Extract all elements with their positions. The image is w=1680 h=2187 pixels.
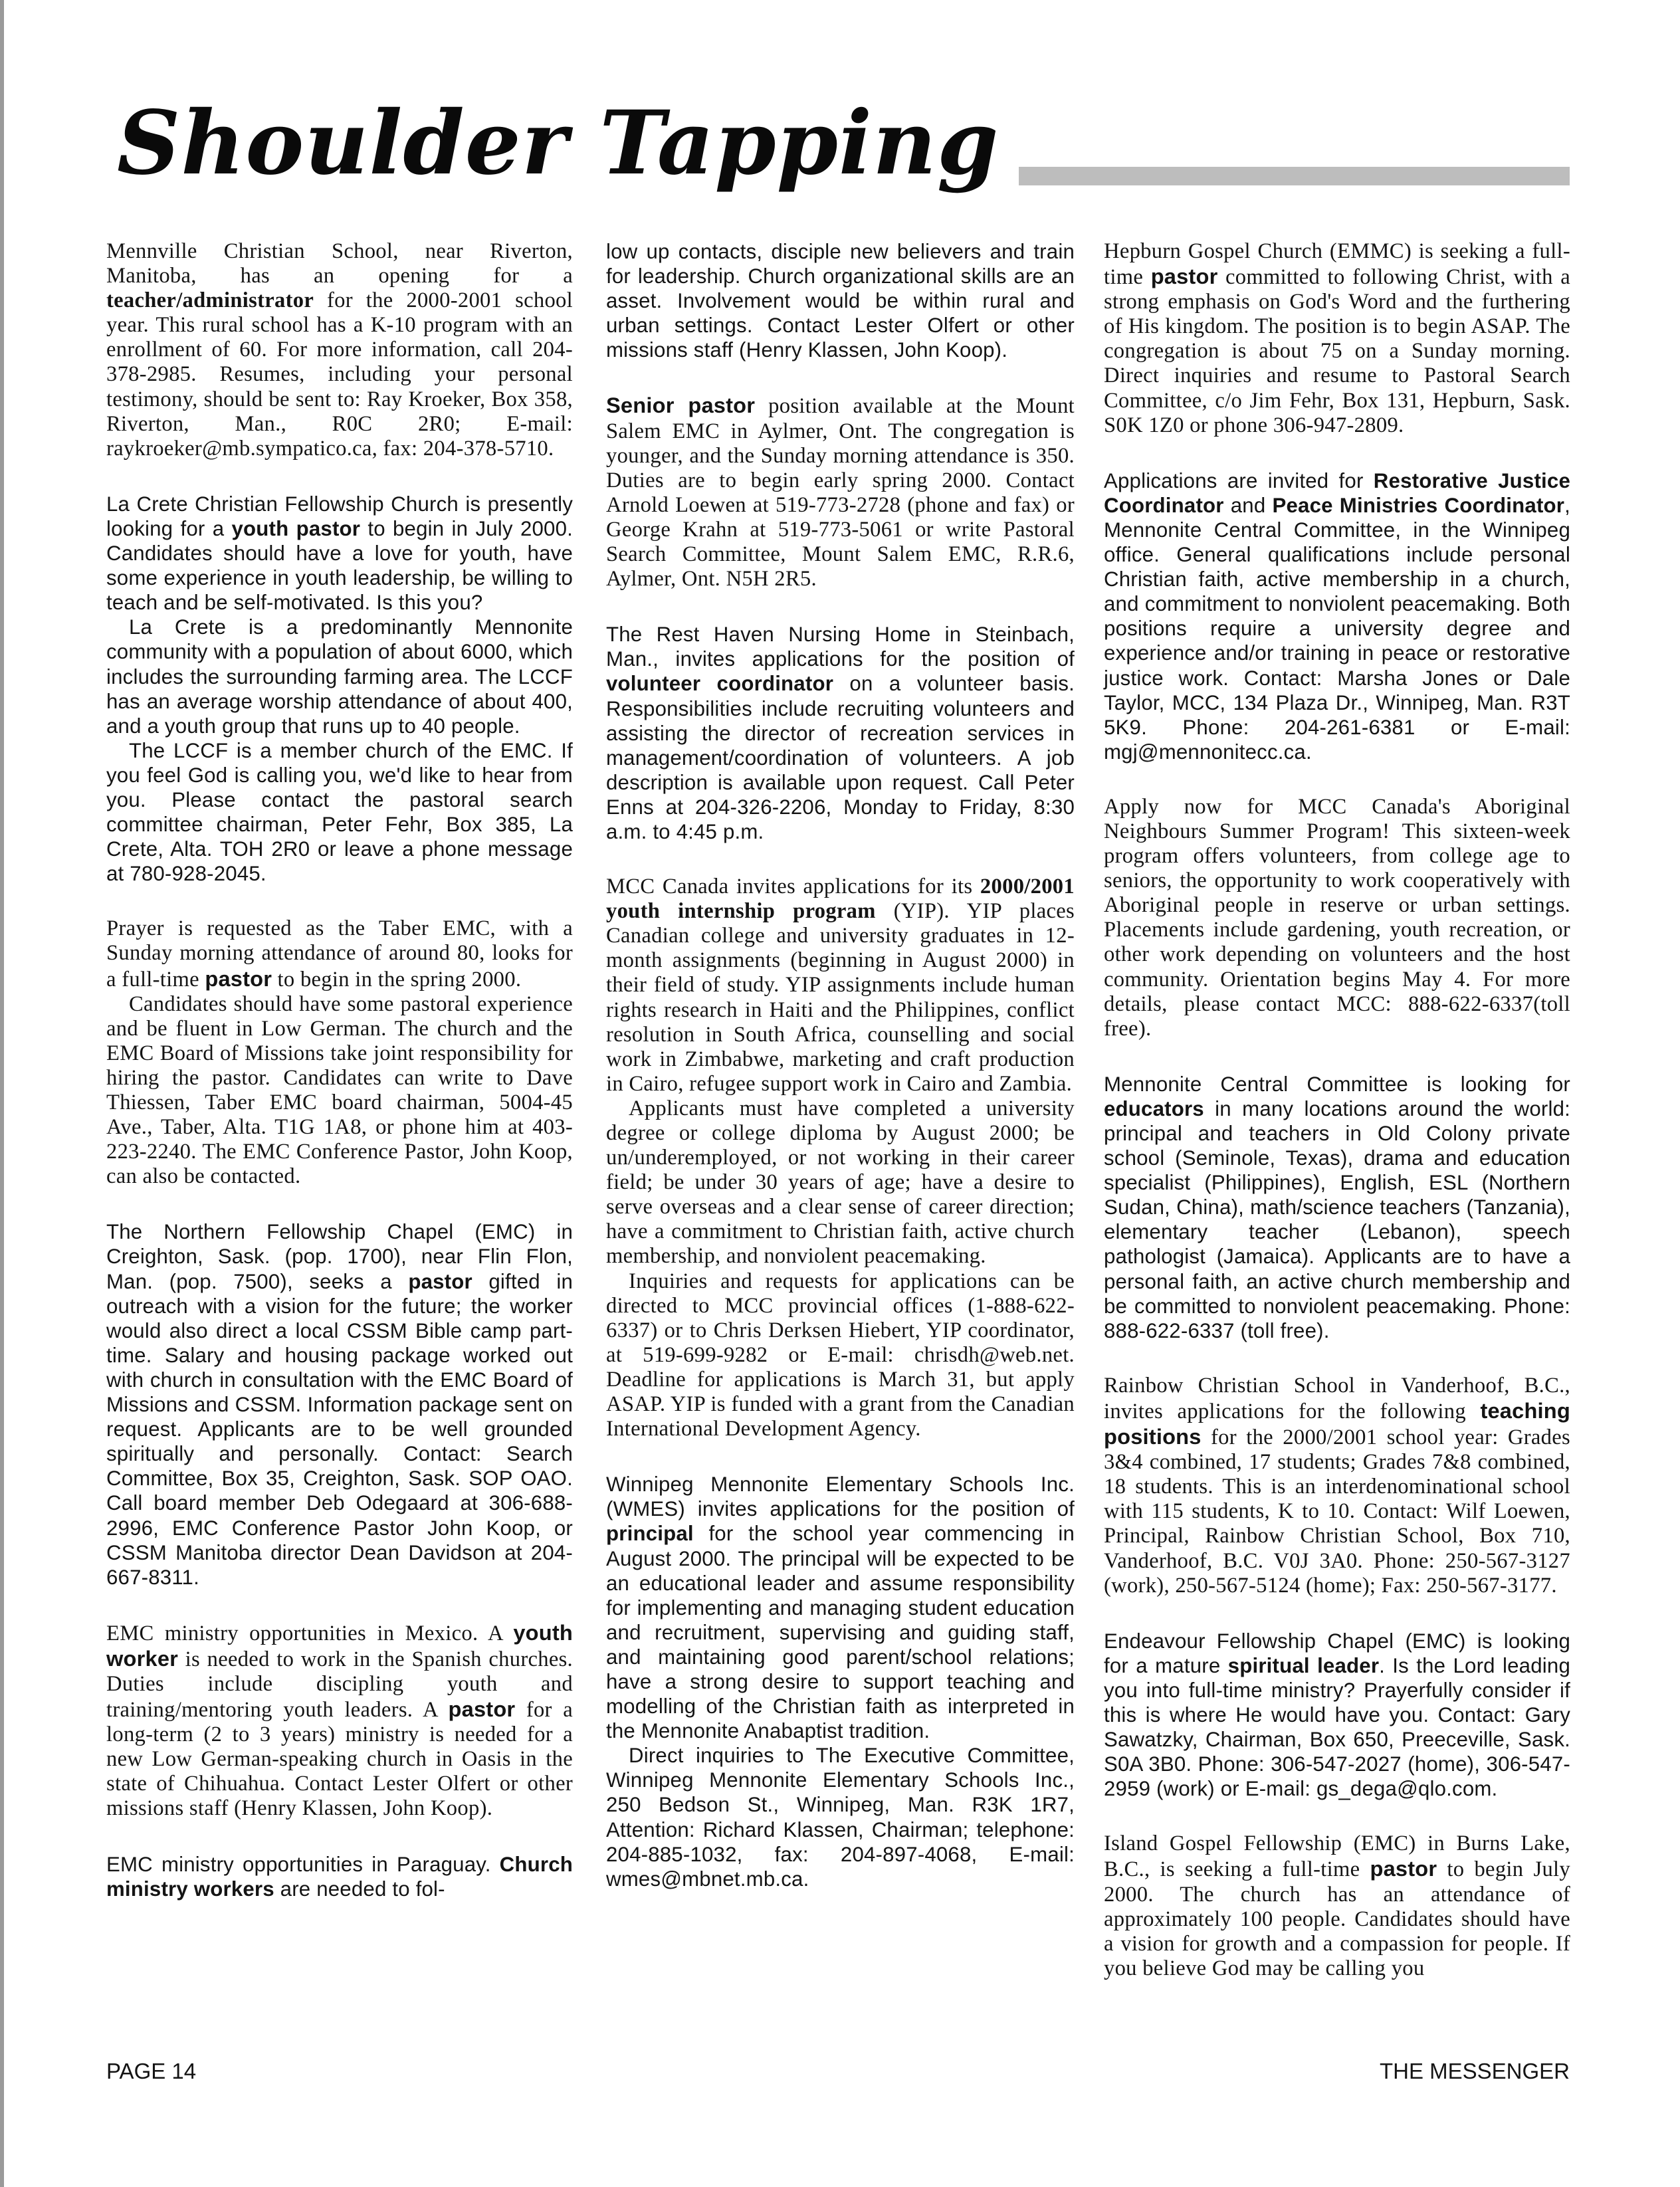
ad-mcc-yip-contact: Inquiries and requests for applications can be directed to MCC provincial offices (1-888-622-6337) or to Chris Derksen Hiebert, YIP coordinator, at 519-699-9282 or E-mail: chrisdh@web.net. Deadline for applications is March 31, but apply ASAP. YIP is funded with a grant from the Canadian International Development Agency. — [606, 1269, 1075, 1441]
ad-paraguay-continued: low up contacts, disciple new believers and train for leadership. Church organizational skills are an asset. Involvement would be within rural and urban settings. Contact Lester Olfert or other missions staff (Henry Klassen, John Koop). — [606, 240, 1075, 362]
page-number: PAGE 14 — [106, 2059, 197, 2083]
ad-mexico-ministry: EMC ministry opportunities in Mexico. A youth worker is needed to work in the Spanish churches. Duties include discipling youth and training/mentoring youth leaders. A pastor for a long-term (2 to 3 years) ministry is needed for a new Low German-speaking church in Oasis in the state of Chihuahua. Contact Lester Olfert or other missions staff (Henry Klassen, John Koop). — [106, 1619, 573, 1821]
ad-hepburn-gospel: Hepburn Gospel Church (EMMC) is seeking a full-time pastor committed to following Christ, with a strong emphasis on God's Word and the furthering of His kingdom. The position is to begin ASAP. The congregation is about 75 on a Sunday morning. Direct inquiries and resume to Pastoral Search Committee, c/o Jim Fehr, Box 131, Hepburn, Sask. S0K 1Z0 or phone 306-947-2809. — [1104, 239, 1570, 437]
ad-mcc-educators: Mennonite Central Committee is looking for educators in many locations around the world: principal and teachers in Old Colony private school (Seminole, Texas), drama and education specialist (Philippines), English, ESL (Northern Sudan, China), math/science teachers (Tanzania), elementary teacher (Lebanon), speech pathologist (Jamaica). Applicants are to have a personal faith, an active church membership and be committed to nonviolent peacemaking. Phone: 888-622-6337 (toll free). — [1104, 1072, 1570, 1342]
ad-paraguay-ministry: EMC ministry opportunities in Paraguay. Church ministry workers are needed to fol- — [106, 1852, 573, 1901]
ad-northern-fellowship: The Northern Fellowship Chapel (EMC) in Creighton, Sask. (pop. 1700), near Flin Flon, Man. (pop. 7500), seeks a pastor gifted in outreach with a vision for the future; the worker would also direct a local CSSM Bible camp part-time. Salary and housing package worked out with church in consultation with the EMC Board of Missions and CSSM. Information package sent on request. Applicants are to be well grounded spiritually and personally. Contact: Search Committee, Box 35, Creighton, Sask. SOP OAO. Call board member Deb Odegaard at 306-688-2996, EMC Conference Pastor John Koop, or CSSM Manitoba director Dean Davidson at 204-667-8311. — [106, 1220, 573, 1589]
ad-mennville-school: Mennville Christian School, near Riverton, Manitoba, has an opening for a teacher/administrator for the 2000-2001 school year. This rural school has a K-10 program with an enrollment of 60. For more information, call 204-378-2985. Resumes, including your personal testimony, should be sent to: Ray Kroeker, Box 358, Riverton, Man., R0C 2R0; E-mail: raykroeker@mb.sympatico.ca, fax: 204-378-5710. — [106, 239, 573, 461]
ad-mcc-yip-requirements: Applicants must have completed a university degree or college diploma by August 2000; be un/underemployed, or not working in their career field; be under 30 years of age; have a desire to serve overseas and a clear sense of career direction; have a commitment to Christian faith, active church membership, and nonviolent peacemaking. — [606, 1096, 1075, 1269]
ad-la-crete-community: La Crete is a predominantly Mennonite community with a population of about 6000, which includes the surrounding farming area. The LCCF has an average worship attendance of about 400, and a youth group that runs up to 40 people. — [106, 615, 573, 738]
ad-mcc-justice-peace: Applications are invited for Restorative Justice Coordinator and Peace Ministries Coordinator, Mennonite Central Committee, in the Winnipeg office. General qualifications include personal Christian faith, active membership in a church, and commitment to nonviolent peacemaking. Both positions require a university degree and experience and/or training in peace or restorative justice work. Contact: Marsha Jones or Dale Taylor, MCC, 134 Plaza Dr., Winnipeg, Man. R3T 5K9. Phone: 204-261-6381 or E-mail: mgj@mennonitecc.ca. — [1104, 469, 1570, 764]
column-3 — [1104, 239, 1570, 1981]
ad-rest-haven: The Rest Haven Nursing Home in Steinbach, Man., invites applications for the position of volunteer coordinator on a volunteer basis. Responsibilities include recruiting volunteers and assisting the director of recreation services in management/coordination of volunteers. A job description is available upon request. Call Peter Enns at 204-326-2206, Monday to Friday, 8:30 a.m. to 4:45 p.m. — [606, 623, 1075, 843]
column-1 — [106, 239, 573, 1901]
ad-la-crete-intro: La Crete Christian Fellowship Church is presently looking for a youth pastor to begin in July 2000. Candidates should have a love for youth, have some experience in youth leadership, be willing to teach and be self-motivated. Is this you? — [106, 492, 573, 615]
ad-wmes-principal: Winnipeg Mennonite Elementary Schools Inc. (WMES) invites applications for the position of principal for the school year commencing in August 2000. The principal will be expected to be an educational leader and assume responsibility for implementing and managing student education and recruitment, supervising and guiding staff, and maintaining good parent/school relations; have a strong desire to support teaching and modelling of the Christian faith as interpreted in the Mennonite Anabaptist tradition. — [606, 1473, 1075, 1743]
ad-rainbow-school: Rainbow Christian School in Vanderhoof, B.C., invites applications for the following teaching positions for the 2000/2001 school year: Grades 3&4 combined, 17 students; Grades 7&8 combined, 18 students. This is an interdenominational school with 115 students, K to 10. Contact: Wilf Loewen, Principal, Rainbow Christian School, Box 710, Vanderhoof, B.C. V0J 3A0. Phone: 250-567-3127 (work), 250-567-5124 (home); Fax: 250-567-3177. — [1104, 1373, 1570, 1598]
section-title: Shoulder Tapping — [117, 100, 1019, 187]
ad-taber-contact: Candidates should have some pastoral experience and be fluent in Low German. The church and the EMC Board of Missions take joint responsibility for hiring the pastor. Candidates can write to Dave Thiessen, Taber EMC board chairman, 5004-45 Ave., Taber, Alta. T1G 1A8, or phone him at 403-223-2240. The EMC Conference Pastor, John Koop, can also be contacted. — [106, 991, 573, 1189]
ad-endeavour-fellowship: Endeavour Fellowship Chapel (EMC) is looking for a mature spiritual leader. Is the Lord leading you into full-time ministry? Prayerfully consider if this is where He would have you. Contact: Gary Sawatzky, Chairman, Box 650, Preeceville, Sask. S0A 3B0. Phone: 306-547-2027 (home), 306-547-2959 (work) or E-mail: gs_dega@qlo.com. — [1104, 1629, 1570, 1801]
publication-name: THE MESSENGER — [1379, 2059, 1570, 2083]
ad-la-crete-contact: The LCCF is a member church of the EMC. If you feel God is calling you, we'd like to hear from you. Please contact the pastoral search committee chairman, Peter Fehr, Box 385, La Crete, Alta. TOH 2R0 or leave a phone message at 780-928-2045. — [106, 738, 573, 886]
ad-taber-intro: Prayer is requested as the Taber EMC, with a Sunday morning attendance of around 80, looks for a full-time pastor to begin in the spring 2000. — [106, 916, 573, 991]
page-edge — [0, 0, 4, 2187]
ad-mcc-aboriginal: Apply now for MCC Canada's Aboriginal Neighbours Summer Program! This sixteen-week program offers volunteers, from college age to seniors, the opportunity to work cooperatively with Aboriginal people in reserve or urban settings. Placements include gardening, youth recreation, or other work depending on volunteers and the host community. Orientation begins May 4. For more details, please contact MCC: 888-622-6337(toll free). — [1104, 794, 1570, 1041]
ad-mcc-yip-intro: MCC Canada invites applications for its 2000/2001 youth internship program (YIP). YIP places Canadian college and university graduates in 12-month assignments (beginning in August 2000) in their field of study. YIP assignments include human rights research in Haiti and the Philippines, conflict resolution in South Africa, counselling and social work in Zimbabwe, marketing and craft production in Cairo, refugee support work in Cairo and Zambia. — [606, 875, 1075, 1096]
ad-wmes-contact: Direct inquiries to The Executive Committee, Winnipeg Mennonite Elementary Schools Inc., 250 Bedson St., Winnipeg, Man. R3K 1R7, Attention: Richard Klassen, Chairman; telephone: 204-885-1032, fax: 204-897-4068, E-mail: wmes@mbnet.mb.ca. — [606, 1744, 1075, 1891]
ad-mount-salem: Senior pastor position available at the Mount Salem EMC in Aylmer, Ont. The congregation is younger, and the Sunday morning attendance is 350. Duties are to begin early spring 2000. Contact Arnold Loewen at 519-773-2728 (phone and fax) or George Krahn at 519-773-5061 or write Pastoral Search Committee, Mount Salem EMC, R.R.6, Aylmer, Ont. N5H 2R5. — [606, 393, 1075, 591]
ad-island-gospel: Island Gospel Fellowship (EMC) in Burns Lake, B.C., is seeking a full-time pastor to begin July 2000. The church has an attendance of approximately 100 people. Candidates should have a vision for growth and a compassion for people. If you believe God may be calling you — [1104, 1831, 1570, 1980]
column-2 — [606, 239, 1075, 1891]
